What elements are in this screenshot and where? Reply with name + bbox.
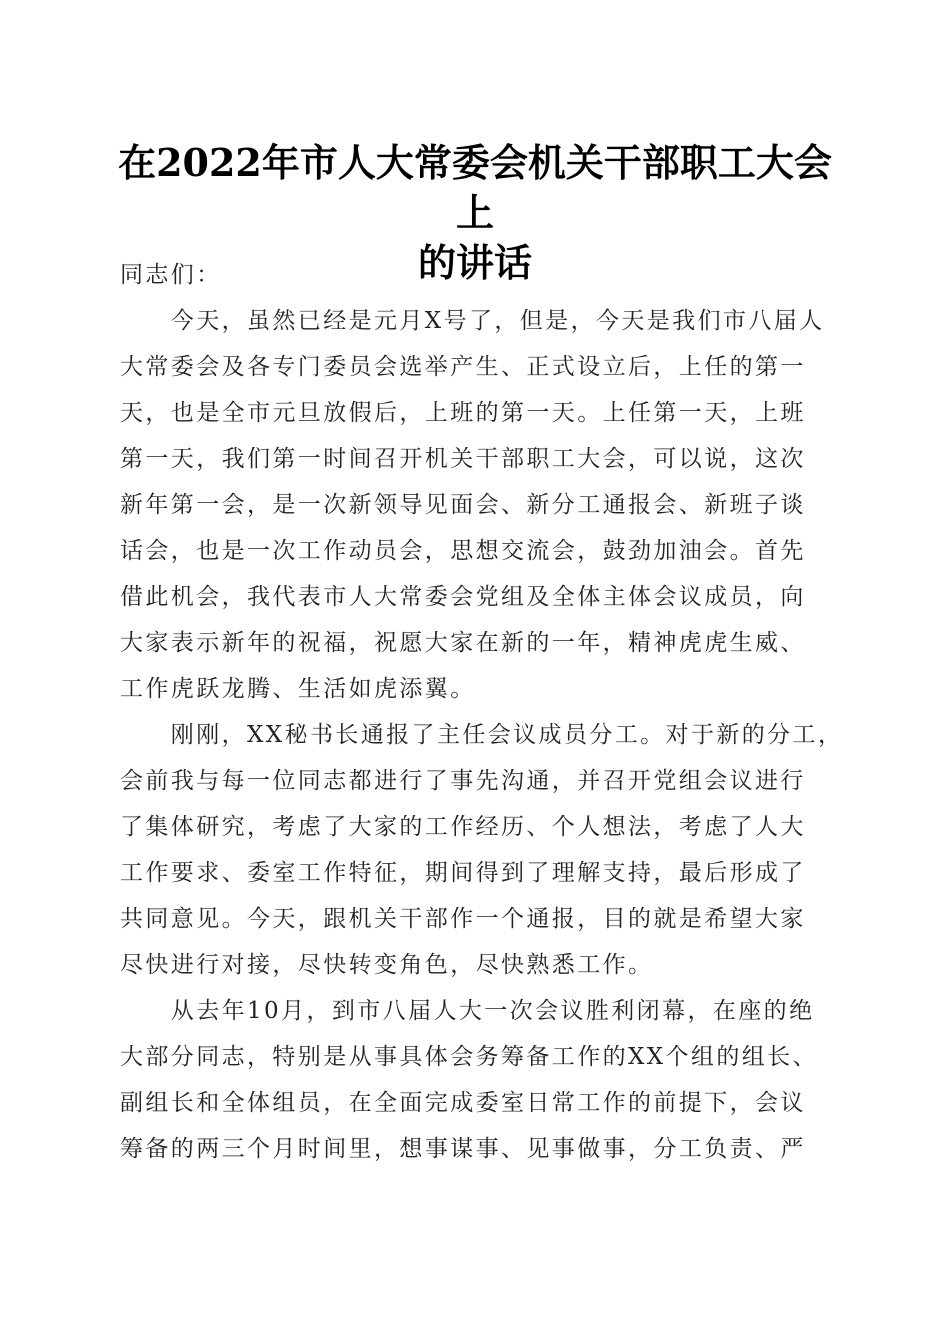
text-line: 共同意见。今天，跟机关干部作一个通报，目的就是希望大家 [120, 906, 806, 932]
text-line: 工作虎跃龙腾、生活如虎添翼。 [120, 676, 476, 702]
text-line: 刚刚，XX秘书长通报了主任会议成员分工。对于新的分工， [120, 722, 844, 748]
text-line: 大家表示新年的祝福，祝愿大家在新的一年，精神虎虎生威、 [120, 630, 806, 656]
paragraph-3 [120, 988, 825, 1172]
text-line: 第一天，我们第一时间召开机关干部职工大会，可以说，这次 [120, 446, 806, 472]
text-line: 新年第一会，是一次新领导见面会、新分工通报会、新班子谈 [120, 492, 806, 518]
document-body [120, 252, 844, 1172]
salutation: 同志们： [120, 262, 222, 288]
paragraph-2 [120, 712, 844, 988]
text-line: 今天，虽然已经是元月X号了，但是，今天是我们市八届人 [120, 308, 825, 334]
text-line: 副组长和全体组员，在全面完成委室日常工作的前提下，会议 [120, 1090, 806, 1116]
text-line: 了集体研究，考虑了大家的工作经历、个人想法，考虑了人大 [120, 814, 806, 840]
text-line: 话会，也是一次工作动员会，思想交流会，鼓劲加油会。首先 [120, 538, 806, 564]
text-line: 会前我与每一位同志都进行了事先沟通，并召开党组会议进行 [120, 768, 806, 794]
text-line: 筹备的两三个月时间里，想事谋事、见事做事，分工负责、严 [120, 1136, 806, 1162]
text-line: 工作要求、委室工作特征，期间得到了理解支持，最后形成了 [120, 860, 806, 886]
text-line: 天，也是全市元旦放假后，上班的第一天。上任第一天，上班 [120, 400, 806, 426]
text-line: 从去年10月，到市八届人大一次会议胜利闭幕，在座的绝 [120, 998, 815, 1024]
text-line: 大部分同志，特别是从事具体会务筹备工作的XX个组的组长、 [120, 1044, 818, 1070]
title-line-1: 在2022年市人大常委会机关干部职工大会上 [118, 140, 832, 235]
paragraph-1 [120, 298, 825, 712]
text-line: 尽快进行对接，尽快转变角色，尽快熟悉工作。 [120, 952, 654, 978]
text-line: 借此机会，我代表市人大常委会党组及全体主体会议成员，向 [120, 584, 806, 610]
title-line-2: 的讲话 [417, 240, 532, 285]
text-line: 大常委会及各专门委员会选举产生、正式设立后，上任的第一 [120, 354, 806, 380]
